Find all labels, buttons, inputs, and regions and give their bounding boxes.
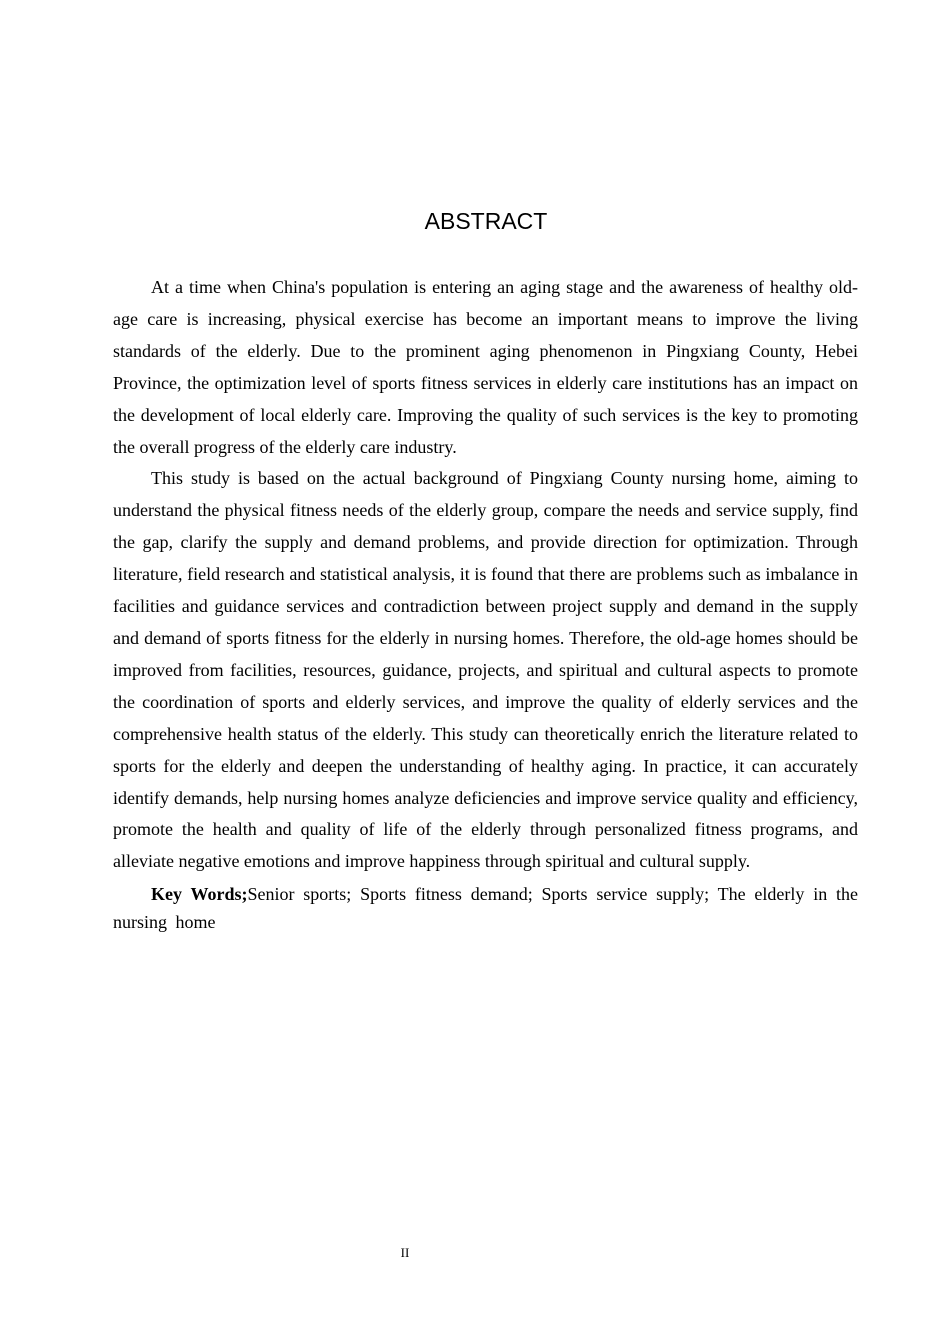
abstract-paragraph-1: At a time when China's population is entering an aging stage and the awareness of healthy old-age care is increasing, physical exercise has become an important means to improve the living standards of the elderly. Due to the prominent aging phenomenon in Pingxiang County, Hebei Province, the optimization level of sports fitness services in elderly care institutions has an impact on the development of local elderly care. Improving the quality of such services is the key to promoting the overall progress of the elderly care industry. xyxy=(113,277,858,457)
keywords-text: Senior sports; Sports fitness demand; Sports service supply; The elderly in the nursing home xyxy=(113,884,858,933)
keywords-line xyxy=(113,880,858,936)
abstract-body xyxy=(113,272,858,936)
keywords-label: Key Words; xyxy=(151,884,248,905)
abstract-paragraph-2: This study is based on the actual background of Pingxiang County nursing home, aiming to understand the physical fitness needs of the elderly group, compare the needs and service supply, find the gap, clarify the supply and demand problems, and provide direction for optimization. Through literature, field research and statistical analysis, it is found that there are problems such as imbalance in facilities and guidance services and contradiction between project supply and demand in the supply and demand of sports fitness for the elderly in nursing homes. Therefore, the old-age homes should be improved from facilities, resources, guidance, projects, and spiritual and cultural aspects to promote the coordination of sports and elderly services, and improve the quality of elderly services and the comprehensive health status of the elderly. This study can theoretically enrich the literature related to sports for the elderly and deepen the understanding of healthy aging. In practice, it can accurately identify demands, help nursing homes analyze deficiencies and improve service quality and efficiency, promote the health and quality of life of the elderly through personalized fitness programs, and alleviate negative emotions and improve happiness through spiritual and cultural supply. xyxy=(113,468,858,872)
page-number: II xyxy=(400,1245,410,1260)
abstract-title: ABSTRACT xyxy=(424,208,548,234)
